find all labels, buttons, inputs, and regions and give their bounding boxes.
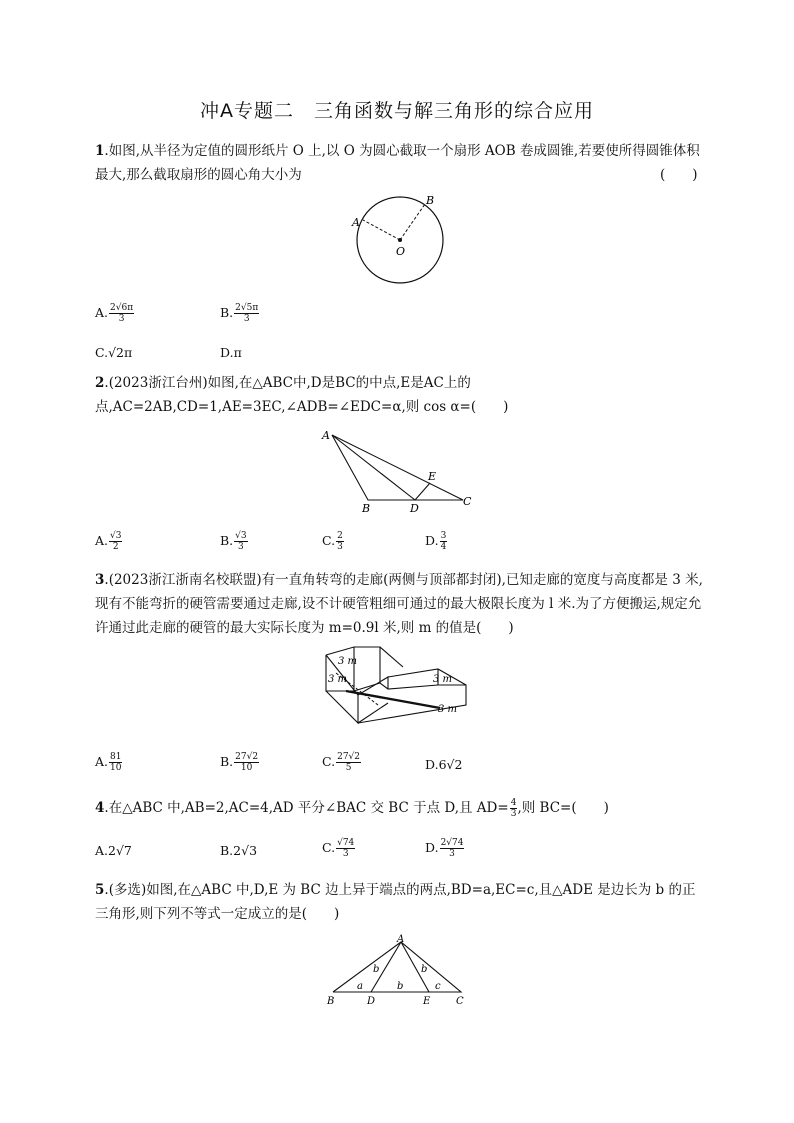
option-letter: A. — [95, 754, 109, 769]
frac-denominator: 5 — [345, 763, 352, 773]
q3-corridor-figure — [318, 645, 473, 740]
option-value: 2√3 — [233, 843, 258, 858]
frac-numerator: 27√2 — [337, 752, 361, 762]
label-side-a: a — [357, 981, 363, 992]
question-4 — [95, 796, 705, 820]
center-point — [398, 238, 402, 242]
q1-answer-paren: ( ) — [660, 167, 698, 183]
frac-denominator: 10 — [240, 763, 253, 773]
option-letter: C. — [95, 345, 109, 360]
option-letter: D. — [425, 840, 439, 855]
corridor-edge — [380, 683, 466, 689]
option-letter: D. — [425, 757, 439, 772]
q3-number: 3 — [95, 572, 105, 588]
question-2 — [95, 371, 705, 419]
option-letter: B. — [220, 533, 234, 548]
label-3m: 3 m — [433, 674, 453, 685]
frac-numerator: 27√2 — [235, 752, 259, 762]
label-c: C — [463, 495, 472, 508]
label-b: B — [362, 502, 371, 514]
frac-numerator: √3 — [235, 531, 247, 541]
label-d: D — [410, 502, 419, 514]
option-value: 6√2 — [438, 757, 463, 772]
frac-denominator: 3 — [118, 314, 125, 324]
frac-numerator: 2√5π — [235, 303, 259, 313]
frac-numerator: √74 — [337, 838, 355, 848]
frac-denominator: 3 — [510, 809, 517, 819]
option-letter: C. — [322, 754, 336, 769]
frac-numerator: 2√6π — [110, 303, 134, 313]
radius-oa — [363, 220, 400, 240]
q4-option-a[interactable] — [95, 843, 132, 858]
q1-option-b[interactable] — [220, 303, 259, 324]
frac-denominator: 4 — [440, 542, 447, 552]
radius-ob — [400, 204, 425, 240]
option-value: √2π — [108, 345, 133, 360]
label-3m: 3 m — [338, 656, 358, 667]
q3-option-c[interactable] — [322, 752, 361, 773]
frac-numerator: 2√74 — [440, 838, 464, 848]
q1-option-c[interactable] — [95, 345, 132, 360]
q4-option-d[interactable] — [425, 838, 464, 859]
frac-denominator: 3 — [449, 849, 455, 859]
label-3m: 3 m — [438, 704, 458, 715]
option-letter: A. — [95, 533, 109, 548]
q1-option-d[interactable] — [220, 345, 242, 360]
option-letter: B. — [220, 843, 234, 858]
q2-option-c[interactable] — [322, 531, 344, 552]
label-o: O — [396, 245, 406, 258]
label-a: A — [322, 429, 330, 442]
option-letter: C. — [322, 533, 336, 548]
segment-ad — [332, 435, 415, 500]
q2-option-a[interactable] — [95, 531, 122, 552]
label-side-b: b — [421, 964, 428, 975]
label-side-c: c — [435, 981, 441, 992]
frac-denominator: 3 — [243, 314, 250, 324]
q4-option-c[interactable] — [322, 838, 355, 859]
frac-numerator: 3 — [440, 531, 447, 541]
q5-triangle-figure — [325, 932, 470, 1008]
question-1 — [95, 139, 705, 187]
question-3 — [95, 568, 705, 640]
q3-text: .(2023浙江浙南名校联盟)有一直角转弯的走廊(两侧与顶部都封闭),已知走廊的宽度与高度都是 3 米,现有不能弯折的硬管需要通过走廊,设不计硬管粗细可通过的最大极限长度为 l 米.为了方便搬运,规定允许通过此走廊的硬管的最大实际长度为 m=0.9l 米,则 m 的值是( ) — [95, 572, 703, 636]
option-letter: B. — [220, 754, 234, 769]
frac-numerator: 2 — [337, 531, 343, 541]
q3-option-d[interactable] — [425, 757, 462, 772]
option-value: π — [233, 345, 242, 360]
label-a: A — [397, 934, 405, 945]
option-letter: A. — [95, 305, 109, 320]
q1-text: .如图,从半径为定值的圆形纸片 O 上,以 O 为圆心截取一个扇形 AOB 卷成圆锥,若要使所得圆锥体积最大,那么截取扇形的圆心角大小为 — [95, 143, 700, 183]
segment-de — [415, 483, 430, 500]
q4-option-b[interactable] — [220, 843, 257, 858]
q2-option-d[interactable] — [425, 531, 447, 552]
q5-number: 5 — [95, 882, 105, 898]
option-letter: B. — [220, 305, 234, 320]
q1-number: 1 — [95, 143, 105, 159]
option-letter: D. — [220, 345, 234, 360]
frac-numerator: 4 — [510, 798, 517, 808]
label-c: C — [456, 996, 464, 1007]
label-a: A — [352, 216, 360, 229]
pipe — [346, 691, 440, 708]
q2-option-b[interactable] — [220, 531, 248, 552]
q1-option-a[interactable] — [95, 303, 134, 324]
frac-denominator: 3 — [342, 849, 349, 859]
label-3m: 3 m — [328, 674, 348, 685]
option-letter: C. — [322, 840, 336, 855]
option-letter: A. — [95, 843, 109, 858]
frac-denominator: 3 — [337, 542, 343, 552]
q2-number: 2 — [95, 375, 105, 391]
q5-text: .(多选)如图,在△ABC 中,D,E 为 BC 边上异于端点的两点,BD=a,EC=c,且△ADE 是边长为 b 的正三角形,则下列不等式一定成立的是( ) — [95, 882, 696, 922]
triangle-abc — [332, 435, 463, 500]
q2-triangle-figure — [318, 428, 478, 514]
label-d: D — [367, 996, 376, 1007]
q4-text-end: ,则 BC=( ) — [517, 800, 609, 816]
frac-denominator: 2 — [112, 542, 119, 552]
corridor-edge — [380, 647, 403, 667]
q4-number: 4 — [95, 800, 105, 816]
label-side-b: b — [373, 964, 380, 975]
q3-option-b[interactable] — [220, 752, 259, 773]
label-b: B — [327, 996, 335, 1007]
frac-denominator: 10 — [110, 763, 122, 773]
label-e: E — [428, 470, 437, 483]
q3-option-a[interactable] — [95, 752, 122, 773]
page-title: 冲A专题二 三角函数与解三角形的综合应用 — [200, 100, 594, 122]
label-e: E — [423, 996, 431, 1007]
option-value: 2√7 — [108, 843, 132, 858]
label-b: B — [426, 194, 435, 207]
option-letter: D. — [425, 533, 439, 548]
q1-circle-figure — [340, 188, 460, 292]
frac-denominator: 3 — [238, 542, 244, 552]
frac-numerator: 81 — [110, 752, 122, 762]
label-side-b: b — [397, 981, 404, 992]
frac-numerator: √3 — [110, 531, 122, 541]
question-5 — [95, 878, 705, 926]
q4-text: .在△ABC 中,AB=2,AC=4,AD 平分∠BAC 交 BC 于点 D,且 AD= — [104, 800, 509, 816]
q2-text: .(2023浙江台州)如图,在△ABC中,D是BC的中点,E是AC上的点,AC=2AB,CD=1,AE=3EC,∠ADB=∠EDC=α,则 cos α=( ) — [95, 375, 509, 415]
